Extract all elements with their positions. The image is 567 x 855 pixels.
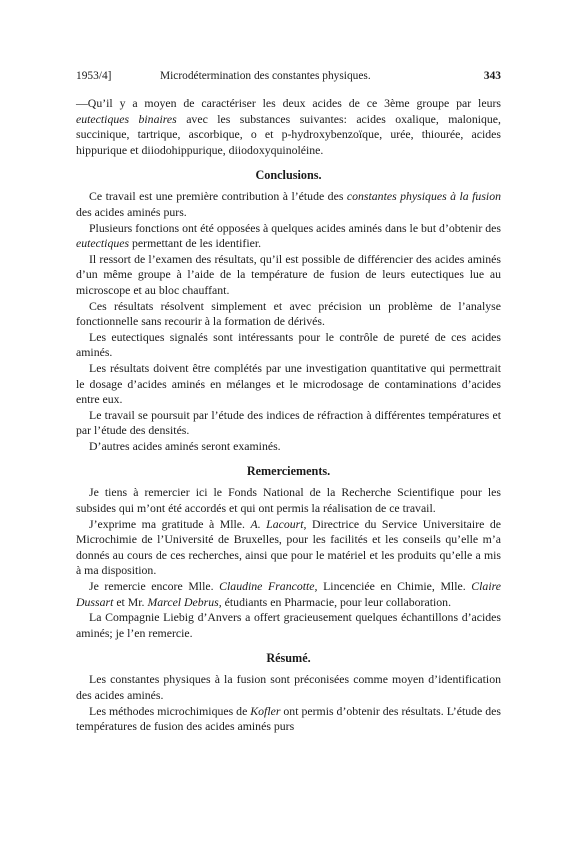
conclusions-paragraph: D’autres acides aminés seront examinés. — [89, 438, 281, 453]
remerciements-paragraph: Je remercie encore Mlle. Claudine Francotte, Lincenciée en Chimie, Mlle. Claire Dussart et Mr. Marcel Debrus, étudiants en Pharmacie, pour leur collaboration. — [76, 579, 501, 609]
intro-emphasis: eutectiques binaires — [76, 111, 177, 126]
page-body — [76, 96, 501, 735]
conclusions-paragraph: Il ressort de l’examen des résultats, qu’il est possible de différencier des acides aminés d’un même groupe à l’aide de la température de fusion de leurs eutectiques lue au microscope et au bloc chauffant. — [76, 251, 501, 297]
conclusions-paragraph: Ce travail est une première contribution à l’étude des constantes physiques à la fusion des acides aminés purs. — [76, 189, 501, 219]
conclusions-heading: Conclusions. — [255, 168, 322, 183]
resume-heading: Résumé. — [266, 651, 311, 666]
page-number: 343 — [483, 70, 501, 82]
resume-paragraph: Les constantes physiques à la fusion sont préconisées comme moyen d’identification des acides aminés. — [76, 672, 501, 702]
conclusions-paragraph: Les eutectiques signalés sont intéressants pour le contrôle de pureté de ces acides aminés. — [76, 329, 501, 360]
resume-paragraph: Les méthodes microchimiques de Kofler ont permis d’obtenir des résultats. L’étude des températures de fusion des acides aminés purs — [76, 703, 501, 734]
conclusions-paragraph: Ces résultats résolvent simplement et avec précision un problème de l’analyse fonctionnelle sans recourir à la formation de dérivés. — [76, 298, 501, 329]
intro-paragraph: —Qu’il y a moyen de caractériser les deux acides de ce 3ème groupe par leurs eutectiques binaires avec les substances suivantes: acides oxalique, malonique, succinique, tartrique, ascorbique, o et p-hydroxybenzoïque, urée, thiourée, acides hippurique et diiodohippurique, diiodoxyquinoléine. — [76, 96, 501, 157]
conclusions-paragraph: Les résultats doivent être complétés par une investigation quantitative qui permettrait le dosage d’acides aminés en mélanges et le microdosage de contaminations d’acides entre eux. — [76, 360, 501, 407]
conclusions-paragraph: Plusieurs fonctions ont été opposées à quelques acides aminés dans le but d’obtenir des eutectiques permettant de les identifier. — [76, 220, 501, 251]
remerciements-paragraph: La Compagnie Liebig d’Anvers a offert gracieusement quelques échantillons d’acides aminés; je l’en remercie. — [76, 610, 501, 640]
remerciements-paragraph: Je tiens à remercier ici le Fonds National de la Recherche Scientifique pour les subsides qui m’ont été accordés et qui ont permis la réalisation de ce travail. — [76, 485, 501, 516]
conclusions-paragraph: Le travail se poursuit par l’étude des indices de réfraction à différentes températures et par l’étude des densités. — [76, 407, 501, 438]
running-title: Microdétermination des constantes physiques. — [160, 70, 371, 82]
remerciements-paragraph: J’exprime ma gratitude à Mlle. A. Lacourt, Directrice du Service Universitaire de Microchimie de l’Université de Bruxelles, pour les facilités et les conseils qu’elle m’a donnés au cours de ces recherches, ainsi que pour le matériel et les produits qu’elle a mis à ma disposition. — [76, 516, 501, 578]
volume-label: 1953/4] — [76, 70, 112, 82]
remerciements-heading: Remerciements. — [246, 464, 331, 479]
